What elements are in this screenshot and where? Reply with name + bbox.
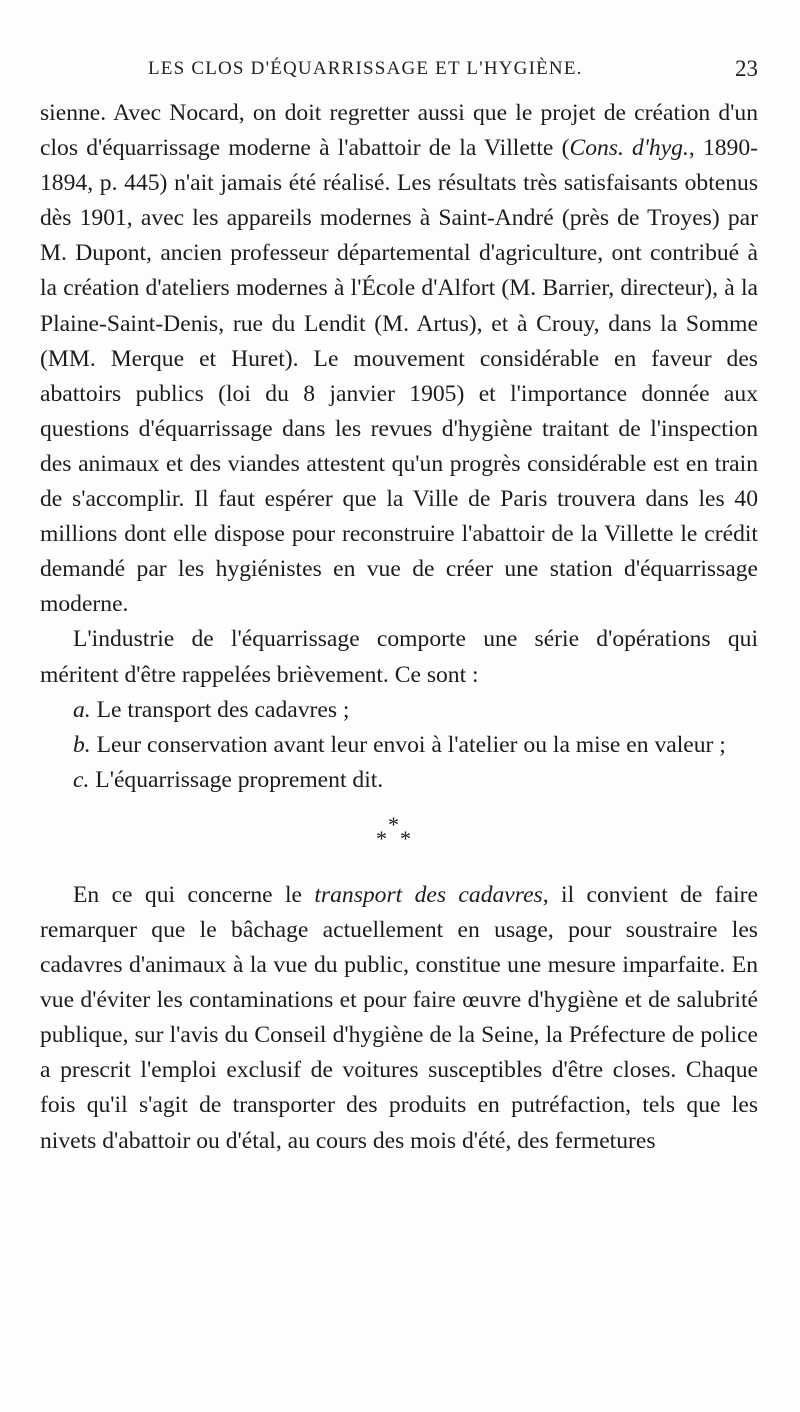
list-item-c bbox=[40, 763, 758, 798]
paragraph-2: L'industrie de l'équarrissage comporte une série d'opérations qui méritent d'être rappelées brièvement. Ce sont : bbox=[40, 626, 758, 688]
paragraph-1-part-2: , 1890-1894, p. 445) n'ait jamais été réalisé. Les résultats très satisfaisants obtenus dès 1901, avec les appareils modernes à Saint-André (près de Troyes) par M. Dupont, ancien professeur départemental d'agriculture, ont contribué à la création d'ateliers modernes à l'École d'Alfort (M. Barrier, directeur), à la Plaine-Saint-Denis, rue du Lendit (M. Artus), et à Crouy, dans la Somme (MM. Merque et Huret). Le mouvement considérable en faveur des abattoirs publics (loi du 8 janvier 1905) et l'importance donnée aux questions d'équarrissage dans les revues d'hygiène traitant de l'inspection des animaux et des viandes attestent qu'un progrès considérable est en train de s'accomplir. Il faut espérer que la Ville de Paris trouvera dans les 40 millions dont elle dispose pour reconstruire l'abattoir de la Villette le crédit demandé par les hygiénistes en vue de créer une station d'équarrissage moderne. bbox=[40, 135, 759, 618]
asterism-star-top: * bbox=[388, 811, 399, 837]
paragraph-3-emphasis: transport des cadavres bbox=[314, 881, 543, 908]
asterism-star-right: * bbox=[400, 825, 411, 851]
running-head: LES CLOS D'ÉQUARRISSAGE ET L'HYGIÈNE. bbox=[148, 58, 583, 79]
list-text-b: Leur conservation avant leur envoi à l'atelier ou la mise en valeur ; bbox=[96, 731, 726, 758]
paragraph-1 bbox=[40, 96, 758, 622]
asterism-separator bbox=[40, 808, 758, 878]
list-text-a: Le transport des cadavres ; bbox=[96, 696, 350, 723]
list-marker-a: a. bbox=[73, 696, 91, 723]
paragraph-1-part-1: sienne. Avec Nocard, on doit regretter aussi que le projet de création d'un clos d'équarrissage moderne à l'abattoir de la Villette ( bbox=[40, 100, 758, 162]
list-item-a bbox=[40, 693, 758, 728]
asterism-star-left: * bbox=[376, 825, 387, 851]
paragraph-3-part-1: En ce qui concerne le bbox=[73, 881, 315, 908]
paragraph-3 bbox=[40, 878, 758, 1159]
list-text-c: L'équarrissage proprement dit. bbox=[95, 766, 384, 793]
page-number: 23 bbox=[735, 56, 758, 81]
list-marker-b: b. bbox=[73, 731, 91, 758]
list-item-b bbox=[40, 728, 758, 763]
page-header bbox=[40, 58, 758, 88]
paragraph-3-part-2: , il convient de faire remarquer que le bâchage actuellement en usage, pour soustraire les cadavres d'animaux à la vue du public, constitue une mesure imparfaite. En vue d'éviter les contaminations et pour faire œuvre d'hygiène et de salubrité publique, sur l'avis du Conseil d'hygiène de la Seine, la Préfecture de police a prescrit l'emploi exclusif de voitures susceptibles d'être closes. Chaque fois qu'il s'agit de transporter des produits en putréfaction, tels que les nivets d'abattoir ou d'étal, au cours des mois d'été, des fermetures bbox=[40, 881, 758, 1154]
body-text bbox=[40, 96, 758, 1159]
paragraph-1-citation: Cons. d'hyg. bbox=[569, 135, 689, 162]
list-marker-c: c. bbox=[73, 766, 90, 793]
